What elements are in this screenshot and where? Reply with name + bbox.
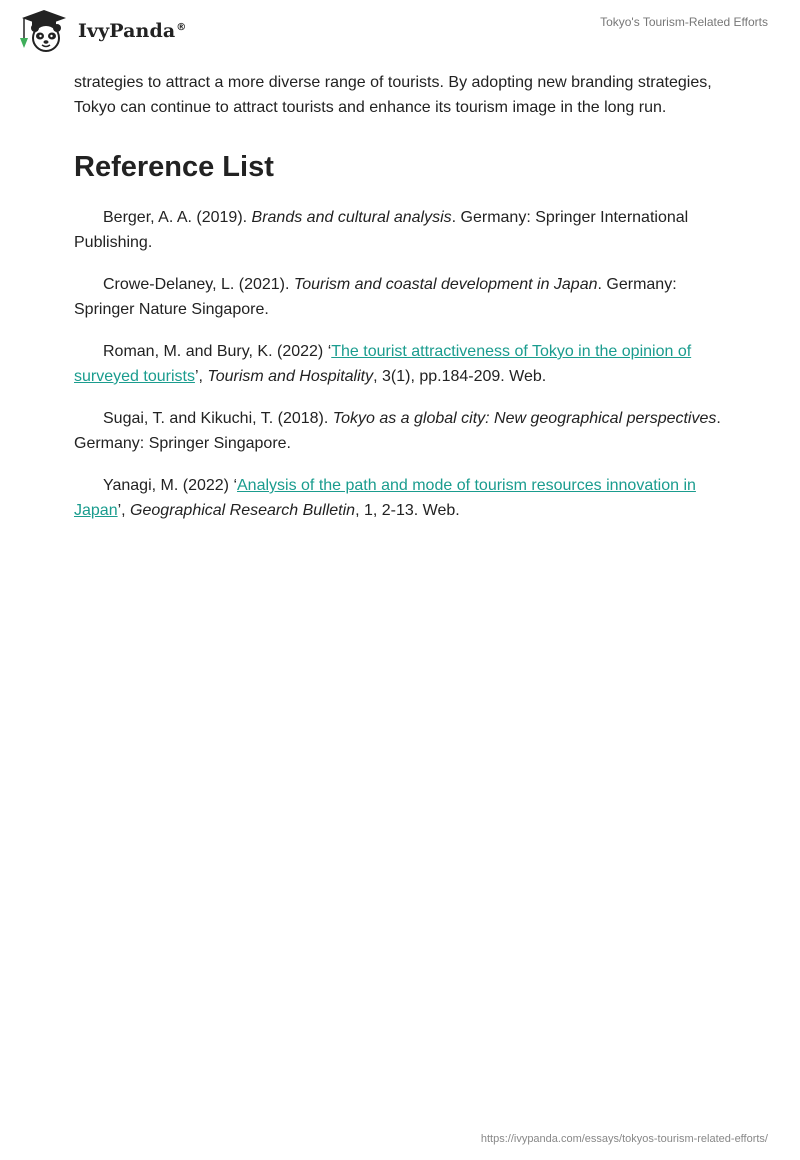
registered-mark: ® (176, 21, 187, 33)
reference-list-heading: Reference List (74, 151, 274, 183)
brand-name: IvyPanda® (78, 20, 187, 42)
reference-list (74, 205, 726, 523)
ivypanda-logo[interactable] (16, 8, 186, 54)
reference-title: Tourism and coastal development in Japan (293, 276, 598, 293)
document-title: Tokyo's Tourism-Related Efforts (600, 15, 768, 29)
reference-item: Yanagi, M. (2022) ‘Analysis of the path and mode of tourism resources innovation in Japan’, Geographical Research Bulletin, 1, 2-13. Web. (74, 477, 696, 519)
journal-title: Tourism and Hospitality (207, 368, 374, 385)
reference-link[interactable]: The tourist attractiveness of Tokyo in the opinion of surveyed tourists (74, 343, 692, 385)
reference-item: Berger, A. A. (2019). Brands and cultural analysis. Germany: Springer International Publishing. (74, 209, 689, 251)
reference-title: Tokyo as a global city: New geographical perspectives (332, 410, 717, 427)
reference-link[interactable]: Analysis of the path and mode of tourism resources innovation in Japan (74, 477, 696, 519)
panda-graduate-icon (16, 8, 72, 54)
reference-item: Roman, M. and Bury, K. (2022) ‘The tourist attractiveness of Tokyo in the opinion of surveyed tourists’, Tourism and Hospitality, 3(1), pp.184-209. Web. (74, 343, 692, 385)
footer-url: https://ivypanda.com/essays/tokyos-tourism-related-efforts/ (480, 1133, 768, 1145)
reference-title: Brands and cultural analysis (251, 209, 452, 226)
intro-paragraph (74, 70, 726, 120)
reference-item: Sugai, T. and Kikuchi, T. (2018). Tokyo as a global city: New geographical perspectives. Germany: Springer Singapore. (74, 410, 721, 452)
reference-item: Crowe-Delaney, L. (2021). Tourism and coastal development in Japan. Germany: Springer Nature Singapore. (74, 276, 677, 318)
intro-text: strategies to attract a more diverse range of tourists. By adopting new branding strategies, Tokyo can continue to attract tourists and enhance its tourism image in the long run. (74, 74, 712, 116)
main-content (74, 70, 726, 540)
page-header (0, 0, 800, 60)
journal-title: Geographical Research Bulletin (130, 502, 356, 519)
